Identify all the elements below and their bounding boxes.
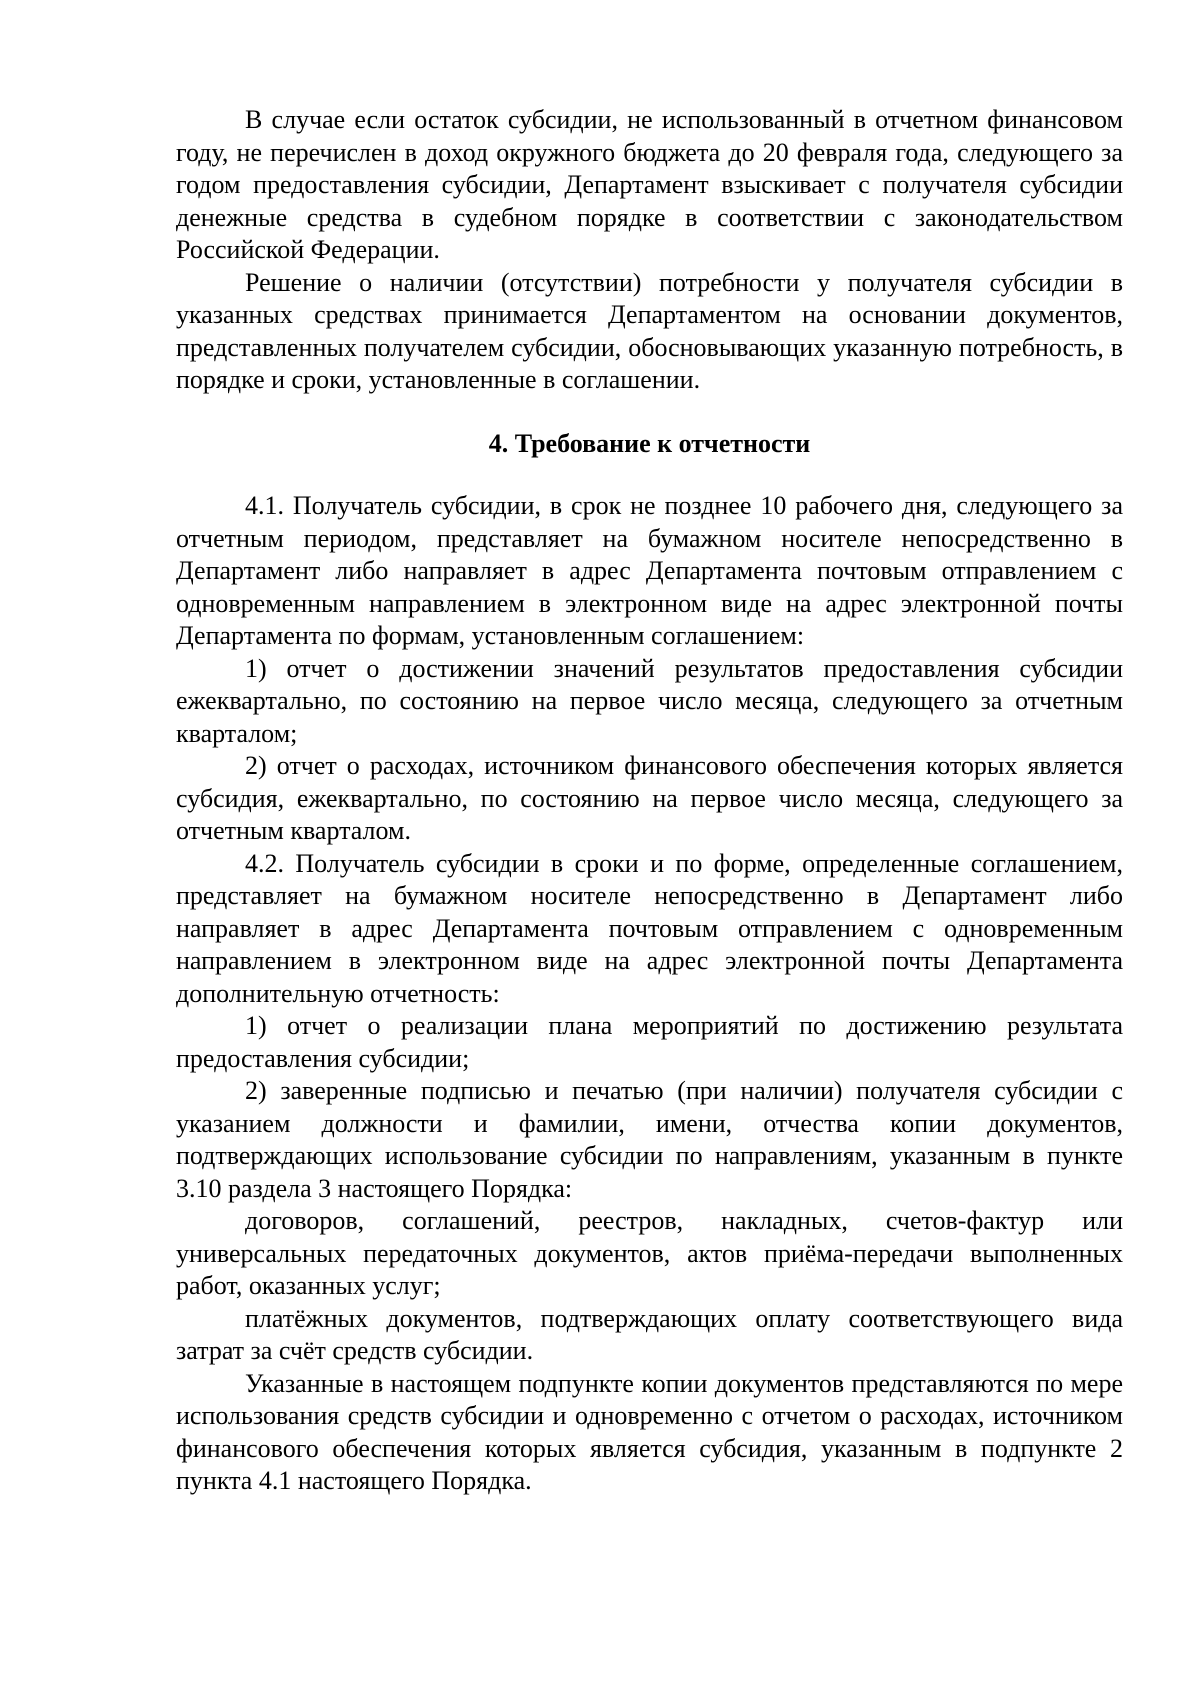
paragraph-subsidy-remainder: В случае если остаток субсидии, не использованный в отчетном финансовом году, не перечислен в доход окружного бюджета до 20 февраля года, следующего за годом предоставления субсидии, Департамент взыскивает с получателя субсидии денежные средства в судебном порядке в соответствии с законодательством Российской Федерации. xyxy=(176,105,1123,264)
paragraph-4-1-item-2: 2) отчет о расходах, источником финансового обеспечения которых является субсидия, ежеквартально, по состоянию на первое число месяца, следующего за отчетным кварталом. xyxy=(176,751,1123,845)
paragraph-document-list-contracts: договоров, соглашений, реестров, накладных, счетов-фактур или универсальных передаточных документов, актов приёма-передачи выполненных работ, оказанных услуг; xyxy=(176,1206,1123,1300)
paragraph-4-2: 4.2. Получатель субсидии в сроки и по форме, определенные соглашением, представляет на бумажном носителе непосредственно в Департамент либо направляет в адрес Департамента почтовым отправлением с одновременным направлением в электронном виде на адрес электронной почты Департамента дополнительную отчетность: xyxy=(176,848,1123,1008)
paragraph-4-1-item-1: 1) отчет о достижении значений результатов предоставления субсидии ежеквартально, по состоянию на первое число месяца, следующего за отчетным кварталом; xyxy=(176,653,1123,748)
paragraph-document-list-payments: платёжных документов, подтверждающих оплату соответствующего вида затрат за счёт средств субсидии. xyxy=(176,1303,1123,1365)
section-heading: 4. Требование к отчетности xyxy=(488,428,811,458)
paragraph-4-2-item-1: 1) отчет о реализации плана мероприятий по достижению результата предоставления субсидии; xyxy=(176,1011,1123,1073)
paragraph-4-1: 4.1. Получатель субсидии, в срок не позднее 10 рабочего дня, следующего за отчетным периодом, представляет на бумажном носителе непосредственно в Департамент либо направляет в адрес Департамента почтовым отправлением с одновременным направлением в электронном виде на адрес электронной почты Департамента по формам, установленным соглашением: xyxy=(176,491,1123,650)
paragraph-need-decision: Решение о наличии (отсутствии) потребности у получателя субсидии в указанных средствах принимается Департаментом на основании документов, представленных получателем субсидии, обосновывающих указанную потребность, в порядке и сроки, установленные в соглашении. xyxy=(176,267,1123,394)
paragraph-copies-submission: Указанные в настоящем подпункте копии документов представляются по мере использования средств субсидии и одновременно с отчетом о расходах, источником финансового обеспечения которых является субсидия, указанным в подпункте 2 пункта 4.1 настоящего Порядка. xyxy=(176,1368,1123,1495)
paragraph-4-2-item-2: 2) заверенные подписью и печатью (при наличии) получателя субсидии с указанием должности и фамилии, имени, отчества копии документов, подтверждающих использование субсидии по направлениям, указанным в пункте 3.10 раздела 3 настоящего Порядка: xyxy=(176,1076,1123,1203)
